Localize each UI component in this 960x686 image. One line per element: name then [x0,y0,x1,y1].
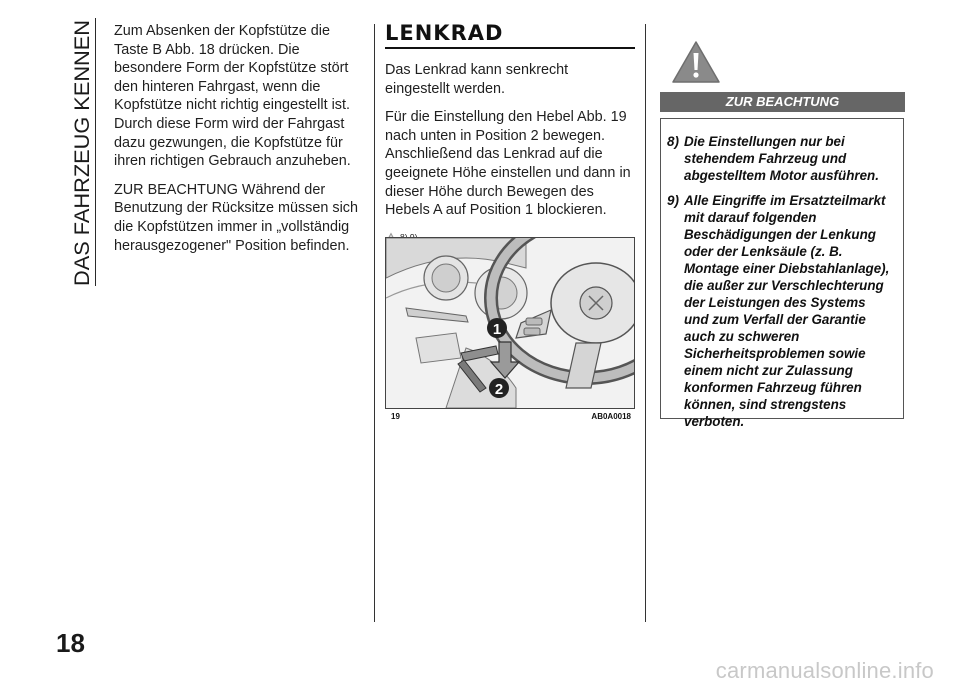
section-title-text: DAS FAHRZEUG KENNEN [70,23,94,286]
section-title [66,18,102,286]
watermark: carmanualsonline.info [715,658,934,683]
warning-banner: ZUR BEACHTUNG [660,92,905,112]
heading-rule [385,47,635,49]
warning-item [667,133,893,184]
rear-seat-note: ZUR BEACHTUNG Während der Benutzung der Rücksitze müssen sich die Kopfstützen immer in „vollständig herausgezogener" Position befinden. [114,181,358,254]
warning-item-number: 9) [667,193,679,208]
page-number: 18 [56,628,85,658]
warning-box [660,118,904,429]
column-1 [114,22,362,265]
section-heading: LENKRAD [385,21,504,45]
warning-icon [671,40,721,84]
column-divider-1 [374,24,375,622]
figure-illustration [385,237,635,409]
figure-marker-1: 1 [492,321,502,338]
figure-steering-lever [385,237,635,423]
steering-instructions: Für die Einstellung den Hebel Abb. 19 nach unten in Position 2 bewegen. Anschließend das Lenkrad auf die geeignete Höhe einstellen und dann in dieser Höhe durch Bewegen des Hebels A auf Position 1 blockieren. [385,109,631,219]
figure-number: 19 [391,412,400,421]
warning-item-text: Die Einstellungen nur bei stehendem Fahrzeug und abgestelltem Motor ausführen. [684,134,879,183]
column-2 [385,22,635,250]
warning-item [667,192,893,430]
headrest-paragraph: Zum Absenken der Kopfstütze die Taste B Abb. 18 drücken. Die besondere Form der Kopfstütze stört den hinteren Fahrgast, wenn die Kopfstütze nicht richtig eingestellt ist. Durch diese Form wird der Fahrgast dazu gezwungen, die Kopfstütze für ihren richtigen Gebrauch anzuheben. [114,23,351,170]
steering-intro: Das Lenkrad kann senkrecht eingestellt werden. [385,62,569,97]
figure-code: AB0A0018 [591,412,631,421]
column-divider-2 [645,24,646,622]
figure-marker-2: 2 [494,381,504,398]
warning-item-number: 8) [667,134,679,149]
warning-item-text: Alle Eingriffe im Ersatzteilmarkt mit darauf folgenden Beschädigungen der Lenkung oder der Lenksäule (z. B. Montage einer Diebstahlanlage), die außer zur Verschlechterung der Leistungen des Systems und zum Verfall der Garantie auch zu schweren Sicherheitsproblemen sowie einem nicht zur Zulassung konformen Fahrzeug führen können, sind strengstens verboten. [684,193,890,429]
section-rule [95,18,96,286]
